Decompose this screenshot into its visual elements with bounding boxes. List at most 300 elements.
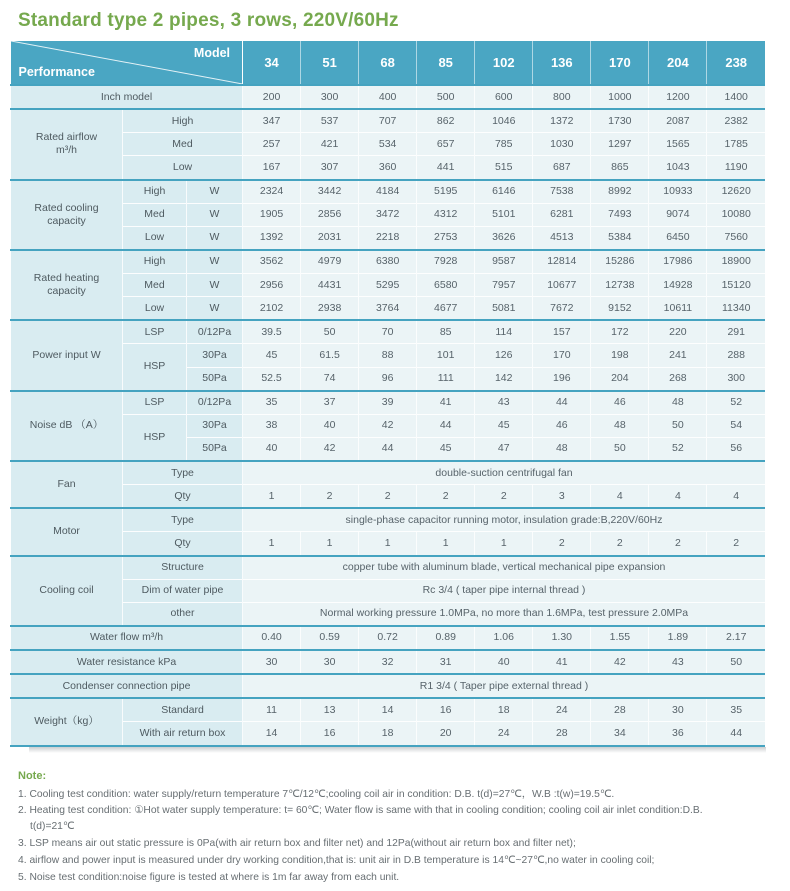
row-label: Power input W (11, 320, 123, 390)
sub-label: Low (123, 297, 187, 321)
sub-label: HSP (123, 414, 187, 461)
note-item: 4. airflow and power input is measured under dry working condition,that is: unit air in D.B temperature is 14℃~27℃,no water in cooling coil; (18, 855, 655, 867)
data-cell: 2 (591, 532, 649, 556)
data-cell: 2 (533, 532, 591, 556)
row-label: Rated airflow m³/h (11, 109, 123, 179)
row-label: Noise dB （A） (11, 391, 123, 461)
row-label: Fan (11, 461, 123, 508)
data-cell: 40 (475, 650, 533, 674)
data-cell: 2382 (707, 109, 765, 133)
data-cell: 1043 (649, 156, 707, 180)
data-cell: 47 (475, 437, 533, 461)
notes-heading: Note: (18, 769, 47, 782)
data-cell: 7928 (417, 250, 475, 274)
data-cell: 1400 (707, 85, 765, 109)
data-cell: 707 (359, 109, 417, 133)
data-cell: 38 (243, 414, 301, 437)
table-row (11, 226, 766, 250)
data-cell: 74 (301, 367, 359, 391)
table-row (11, 344, 766, 367)
data-cell: 2 (475, 485, 533, 509)
data-cell: 35 (707, 698, 765, 722)
data-cell: 4 (707, 485, 765, 509)
corner-performance-label: Performance (18, 65, 95, 79)
data-cell: 40 (243, 437, 301, 461)
data-cell: 5295 (359, 274, 417, 297)
data-cell: 2 (417, 485, 475, 509)
data-cell: 421 (301, 133, 359, 156)
data-cell: 1905 (243, 203, 301, 226)
table-row (11, 133, 766, 156)
data-cell: 2102 (243, 297, 301, 321)
note-item: 5. Noise test condition:noise figure is tested at where is 1m far away from each unit. (18, 872, 400, 884)
data-cell: 2938 (301, 297, 359, 321)
sub-label: 0/12Pa (187, 391, 243, 415)
data-cell: 15120 (707, 274, 765, 297)
sub-label: W (187, 297, 243, 321)
data-cell: 16 (301, 722, 359, 746)
data-cell: 16 (417, 698, 475, 722)
sub-label: W (187, 203, 243, 226)
data-cell: 6380 (359, 250, 417, 274)
sub-label: 30Pa (187, 414, 243, 437)
data-cell: 14 (359, 698, 417, 722)
data-cell: 4677 (417, 297, 475, 321)
data-cell: 4 (591, 485, 649, 509)
data-cell: 0.40 (243, 626, 301, 650)
sub-label: 0/12Pa (187, 320, 243, 344)
data-cell: 6450 (649, 226, 707, 250)
notes-list (18, 787, 747, 887)
data-cell: 50 (591, 437, 649, 461)
sub-label: Type (123, 461, 243, 485)
sub-label: other (123, 602, 243, 626)
data-cell: 44 (359, 437, 417, 461)
data-cell: 30 (649, 698, 707, 722)
data-cell: 52.5 (243, 367, 301, 391)
row-label: Motor (11, 508, 123, 555)
data-cell: 126 (475, 344, 533, 367)
sub-label: Qty (123, 532, 243, 556)
sub-label: Med (123, 133, 243, 156)
model-header: 136 (533, 41, 591, 85)
sub-label: HSP (123, 344, 187, 391)
table-row (11, 532, 766, 556)
data-cell: 32 (359, 650, 417, 674)
sub-label: Low (123, 156, 243, 180)
data-cell: 18900 (707, 250, 765, 274)
row-label: Water resistance kPa (11, 650, 243, 674)
data-cell: 14928 (649, 274, 707, 297)
data-cell: 3626 (475, 226, 533, 250)
table-row (11, 203, 766, 226)
sub-label: W (187, 226, 243, 250)
model-header: 68 (359, 41, 417, 85)
sub-label: High (123, 250, 187, 274)
notes-section (18, 770, 747, 887)
data-cell: 1.55 (591, 626, 649, 650)
data-cell: 1200 (649, 85, 707, 109)
data-cell: 6580 (417, 274, 475, 297)
data-cell: 48 (649, 391, 707, 415)
sub-label: With air return box (123, 722, 243, 746)
data-cell: 42 (591, 650, 649, 674)
data-cell: 4 (649, 485, 707, 509)
data-cell: 13 (301, 698, 359, 722)
sub-label: Type (123, 508, 243, 532)
data-cell: 1372 (533, 109, 591, 133)
sub-label: W (187, 180, 243, 204)
data-cell: 52 (707, 391, 765, 415)
data-cell: 5195 (417, 180, 475, 204)
data-cell: 39.5 (243, 320, 301, 344)
data-cell: 31 (417, 650, 475, 674)
table-row (11, 320, 766, 344)
data-cell: 37 (301, 391, 359, 415)
data-cell: 17986 (649, 250, 707, 274)
data-cell: 1030 (533, 133, 591, 156)
data-cell: 18 (475, 698, 533, 722)
span-cell: Normal working pressure 1.0MPa, no more than 1.6MPa, test pressure 2.0MPa (243, 602, 765, 626)
table-row (11, 650, 766, 674)
span-cell: R1 3/4 ( Taper pipe external thread ) (243, 674, 765, 698)
data-cell: 657 (417, 133, 475, 156)
row-label: Water flow m³/h (11, 626, 243, 650)
data-cell: 2856 (301, 203, 359, 226)
data-cell: 36 (649, 722, 707, 746)
span-cell: single-phase capacitor running motor, insulation grade:B,220V/60Hz (243, 508, 765, 532)
sub-label: High (123, 109, 243, 133)
data-cell: 41 (417, 391, 475, 415)
sub-label: Structure (123, 556, 243, 580)
model-header: 238 (707, 41, 765, 85)
sub-label: Dim of water pipe (123, 579, 243, 602)
data-cell: 111 (417, 367, 475, 391)
data-cell: 307 (301, 156, 359, 180)
data-cell: 0.89 (417, 626, 475, 650)
data-cell: 1000 (591, 85, 649, 109)
data-cell: 300 (707, 367, 765, 391)
data-cell: 196 (533, 367, 591, 391)
data-cell: 6281 (533, 203, 591, 226)
data-cell: 43 (475, 391, 533, 415)
data-cell: 28 (533, 722, 591, 746)
data-cell: 114 (475, 320, 533, 344)
data-cell: 44 (707, 722, 765, 746)
sub-label: LSP (123, 391, 187, 415)
data-cell: 46 (591, 391, 649, 415)
data-cell: 30 (301, 650, 359, 674)
data-cell: 1 (243, 485, 301, 509)
data-cell: 42 (301, 437, 359, 461)
spec-table-body (11, 85, 766, 746)
sub-label: Standard (123, 698, 243, 722)
sub-label: W (187, 250, 243, 274)
model-header: 204 (649, 41, 707, 85)
data-cell: 2956 (243, 274, 301, 297)
data-cell: 1 (301, 532, 359, 556)
data-cell: 1730 (591, 109, 649, 133)
model-header: 34 (243, 41, 301, 85)
data-cell: 4513 (533, 226, 591, 250)
data-cell: 198 (591, 344, 649, 367)
sub-label: W (187, 274, 243, 297)
sub-label: LSP (123, 320, 187, 344)
data-cell: 50 (649, 414, 707, 437)
data-cell: 41 (533, 650, 591, 674)
span-cell: double-suction centrifugal fan (243, 461, 765, 485)
data-cell: 96 (359, 367, 417, 391)
data-cell: 3562 (243, 250, 301, 274)
data-cell: 865 (591, 156, 649, 180)
data-cell: 11 (243, 698, 301, 722)
data-cell: 10677 (533, 274, 591, 297)
data-cell: 534 (359, 133, 417, 156)
data-cell: 300 (301, 85, 359, 109)
data-cell: 2 (649, 532, 707, 556)
table-row (11, 485, 766, 509)
data-cell: 43 (649, 650, 707, 674)
data-cell: 44 (533, 391, 591, 415)
data-cell: 2324 (243, 180, 301, 204)
data-cell: 204 (591, 367, 649, 391)
table-row (11, 180, 766, 204)
span-cell: copper tube with aluminum blade, vertical mechanical pipe expansion (243, 556, 765, 580)
data-cell: 48 (533, 437, 591, 461)
data-cell: 15286 (591, 250, 649, 274)
spec-table (10, 41, 765, 747)
data-cell: 45 (475, 414, 533, 437)
data-cell: 500 (417, 85, 475, 109)
data-cell: 220 (649, 320, 707, 344)
data-cell: 7672 (533, 297, 591, 321)
data-cell: 61.5 (301, 344, 359, 367)
data-cell: 9587 (475, 250, 533, 274)
data-cell: 1190 (707, 156, 765, 180)
row-label: Condenser connection pipe (11, 674, 243, 698)
data-cell: 400 (359, 85, 417, 109)
table-row (11, 556, 766, 580)
sub-label: Low (123, 226, 187, 250)
data-cell: 24 (533, 698, 591, 722)
table-row (11, 274, 766, 297)
data-cell: 1.06 (475, 626, 533, 650)
row-label: Rated heating capacity (11, 250, 123, 320)
data-cell: 6146 (475, 180, 533, 204)
data-cell: 88 (359, 344, 417, 367)
table-row (11, 414, 766, 437)
data-cell: 4184 (359, 180, 417, 204)
data-cell: 45 (243, 344, 301, 367)
data-cell: 12814 (533, 250, 591, 274)
data-cell: 2031 (301, 226, 359, 250)
data-cell: 3472 (359, 203, 417, 226)
table-row (11, 391, 766, 415)
data-cell: 45 (417, 437, 475, 461)
data-cell: 600 (475, 85, 533, 109)
data-cell: 142 (475, 367, 533, 391)
data-cell: 10611 (649, 297, 707, 321)
data-cell: 241 (649, 344, 707, 367)
data-cell: 11340 (707, 297, 765, 321)
data-cell: 2218 (359, 226, 417, 250)
data-cell: 70 (359, 320, 417, 344)
data-cell: 2.17 (707, 626, 765, 650)
sub-label: Qty (123, 485, 243, 509)
model-header: 85 (417, 41, 475, 85)
data-cell: 12738 (591, 274, 649, 297)
data-cell: 515 (475, 156, 533, 180)
table-row (11, 626, 766, 650)
data-cell: 46 (533, 414, 591, 437)
table-row (11, 508, 766, 532)
data-cell: 2 (707, 532, 765, 556)
data-cell: 1565 (649, 133, 707, 156)
data-cell: 10080 (707, 203, 765, 226)
data-cell: 5101 (475, 203, 533, 226)
data-cell: 347 (243, 109, 301, 133)
data-cell: 14 (243, 722, 301, 746)
data-cell: 170 (533, 344, 591, 367)
data-cell: 1046 (475, 109, 533, 133)
data-cell: 441 (417, 156, 475, 180)
data-cell: 2753 (417, 226, 475, 250)
row-label: Cooling coil (11, 556, 123, 626)
data-cell: 687 (533, 156, 591, 180)
data-cell: 167 (243, 156, 301, 180)
data-cell: 24 (475, 722, 533, 746)
model-header: 170 (591, 41, 649, 85)
data-cell: 18 (359, 722, 417, 746)
note-item: 1. Cooling test condition: water supply/return temperature 7℃/12℃;cooling coil air in condition: D.B. t(d)=27℃，W.B :t(w)=19.5℃. (18, 788, 615, 800)
data-cell: 42 (359, 414, 417, 437)
corner-cell (11, 41, 243, 85)
table-row (11, 698, 766, 722)
sub-label: 50Pa (187, 437, 243, 461)
data-cell: 20 (417, 722, 475, 746)
data-cell: 1 (243, 532, 301, 556)
row-label: Rated cooling capacity (11, 180, 123, 250)
data-cell: 1.89 (649, 626, 707, 650)
table-row (11, 579, 766, 602)
data-cell: 9074 (649, 203, 707, 226)
data-cell: 800 (533, 85, 591, 109)
data-cell: 40 (301, 414, 359, 437)
note-item: 2. Heating test condition: ①Hot water supply temperature: t= 60℃; Water flow is same with that in cooling condition; cooling coil air inlet condition:D.B. t(d)=21℃ (18, 805, 703, 833)
data-cell: 7493 (591, 203, 649, 226)
row-label: Inch model (11, 85, 243, 109)
note-item: 3. LSP means air out static pressure is 0Pa(with air return box and filter net) and 12Pa(without air return box and filter net); (18, 838, 576, 850)
data-cell: 5081 (475, 297, 533, 321)
data-cell: 101 (417, 344, 475, 367)
table-row (11, 85, 766, 109)
data-cell: 4431 (301, 274, 359, 297)
data-cell: 8992 (591, 180, 649, 204)
data-cell: 1785 (707, 133, 765, 156)
data-cell: 56 (707, 437, 765, 461)
data-cell: 3 (533, 485, 591, 509)
data-cell: 54 (707, 414, 765, 437)
data-cell: 2 (301, 485, 359, 509)
data-cell: 52 (649, 437, 707, 461)
data-cell: 257 (243, 133, 301, 156)
data-cell: 4312 (417, 203, 475, 226)
data-cell: 35 (243, 391, 301, 415)
data-cell: 360 (359, 156, 417, 180)
data-cell: 862 (417, 109, 475, 133)
data-cell: 0.59 (301, 626, 359, 650)
data-cell: 4979 (301, 250, 359, 274)
table-row (11, 156, 766, 180)
table-shadow (29, 747, 766, 753)
page-title: Standard type 2 pipes, 3 rows, 220V/60Hz (18, 10, 399, 31)
data-cell: 1 (417, 532, 475, 556)
data-cell: 48 (591, 414, 649, 437)
data-cell: 785 (475, 133, 533, 156)
sub-label: 50Pa (187, 367, 243, 391)
table-row (11, 602, 766, 626)
span-cell: Rc 3/4 ( taper pipe internal thread ) (243, 579, 765, 602)
data-cell: 2087 (649, 109, 707, 133)
data-cell: 1392 (243, 226, 301, 250)
sub-label: Med (123, 203, 187, 226)
data-cell: 172 (591, 320, 649, 344)
table-row (11, 461, 766, 485)
data-cell: 50 (707, 650, 765, 674)
data-cell: 10933 (649, 180, 707, 204)
data-cell: 28 (591, 698, 649, 722)
data-cell: 1.30 (533, 626, 591, 650)
data-cell: 288 (707, 344, 765, 367)
data-cell: 268 (649, 367, 707, 391)
table-row (11, 722, 766, 746)
data-cell: 3764 (359, 297, 417, 321)
data-cell: 3442 (301, 180, 359, 204)
sub-label: Med (123, 274, 187, 297)
corner-model-label: Model (193, 46, 231, 60)
data-cell: 1 (475, 532, 533, 556)
data-cell: 30 (243, 650, 301, 674)
data-cell: 291 (707, 320, 765, 344)
row-label: Weight（kg） (11, 698, 123, 745)
table-row (11, 250, 766, 274)
table-row (11, 674, 766, 698)
sub-label: 30Pa (187, 344, 243, 367)
model-header: 102 (475, 41, 533, 85)
data-cell: 7957 (475, 274, 533, 297)
model-header: 51 (301, 41, 359, 85)
data-cell: 39 (359, 391, 417, 415)
data-cell: 200 (243, 85, 301, 109)
data-cell: 5384 (591, 226, 649, 250)
data-cell: 12620 (707, 180, 765, 204)
data-cell: 50 (301, 320, 359, 344)
data-cell: 1297 (591, 133, 649, 156)
data-cell: 7538 (533, 180, 591, 204)
data-cell: 537 (301, 109, 359, 133)
data-cell: 34 (591, 722, 649, 746)
data-cell: 7560 (707, 226, 765, 250)
model-header-row (11, 41, 766, 85)
table-row (11, 109, 766, 133)
data-cell: 44 (417, 414, 475, 437)
data-cell: 0.72 (359, 626, 417, 650)
data-cell: 2 (359, 485, 417, 509)
table-row (11, 297, 766, 321)
sub-label: High (123, 180, 187, 204)
data-cell: 9152 (591, 297, 649, 321)
data-cell: 157 (533, 320, 591, 344)
